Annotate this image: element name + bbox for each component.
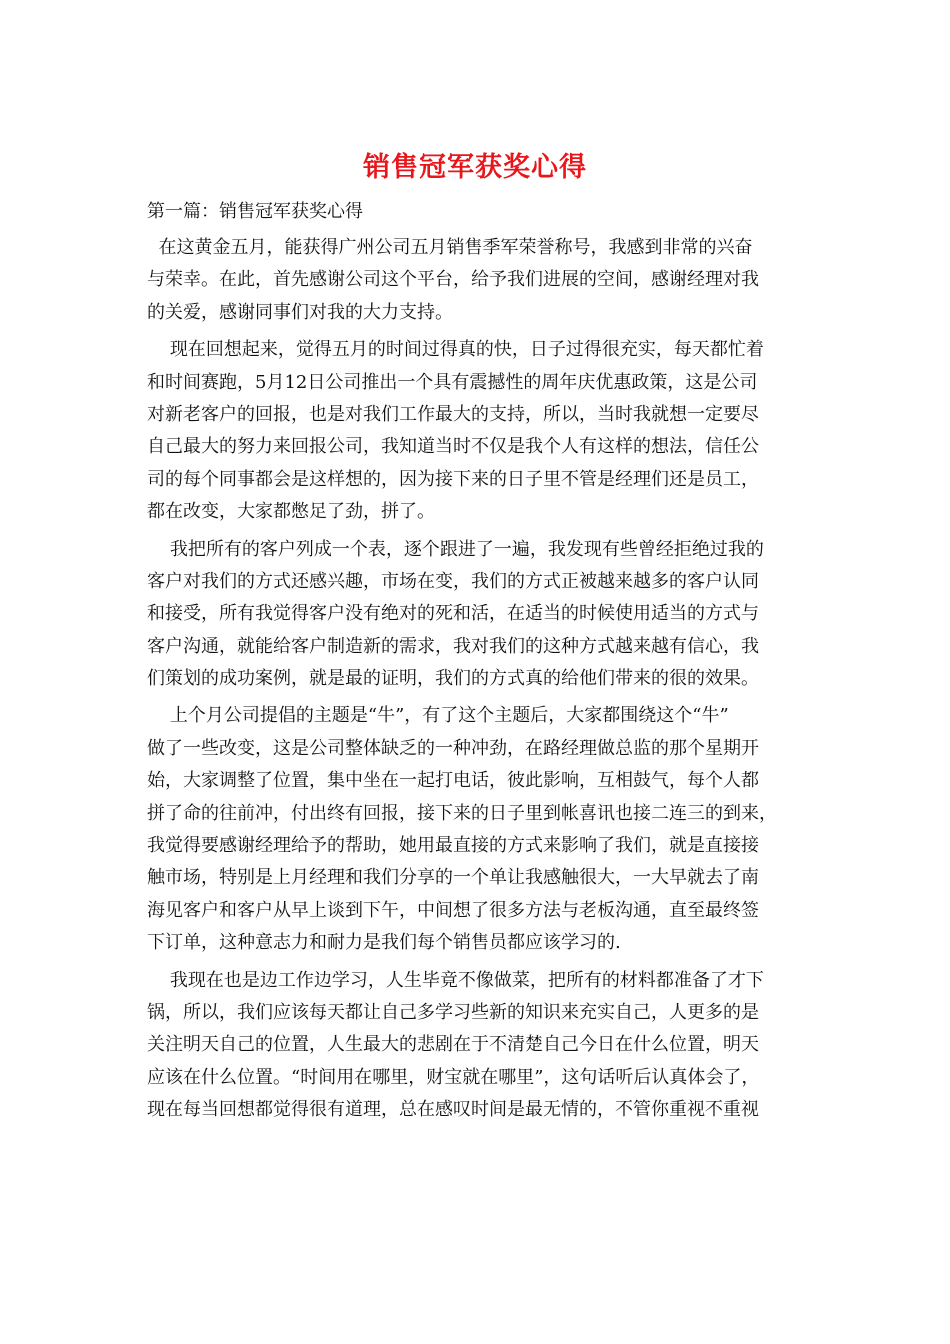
paragraph-line: 的关爱，感谢同事们对我的大力支持。 bbox=[147, 301, 453, 323]
document-title: 销售冠军获奖心得 bbox=[363, 152, 587, 183]
paragraph-line: 们策划的成功案例，就是最的证明，我们的方式真的给他们带来的很的效果。 bbox=[147, 668, 759, 690]
paragraph-line: 海见客户和客户从早上谈到下午，中间想了很多方法与老板沟通，直至最终签 bbox=[147, 899, 759, 921]
paragraph-line: 客户沟通，就能给客户制造新的需求，我对我们的这种方式越来越有信心，我 bbox=[147, 635, 759, 657]
paragraph-line: 我现在也是边工作边学习，人生毕竟不像做菜，把所有的材料都准备了才下 bbox=[147, 969, 764, 991]
paragraph-line: 司的每个同事都会是这样想的，因为接下来的日子里不管是经理们还是员工， bbox=[147, 468, 759, 490]
paragraph-line: 我觉得要感谢经理给予的帮助，她用最直接的方式来影响了我们，就是直接接 bbox=[147, 835, 759, 857]
paragraph-line: 做了一些改变，这是公司整体缺乏的一种冲劲，在路经理做总监的那个星期开 bbox=[147, 737, 759, 759]
paragraph-line: 自己最大的努力来回报公司，我知道当时不仅是我个人有这样的想法，信任公 bbox=[147, 436, 759, 458]
paragraph bbox=[147, 534, 807, 696]
paragraph-line: 始，大家调整了位置，集中坐在一起打电话，彼此影响，互相鼓气，每个人都 bbox=[147, 770, 759, 792]
paragraph bbox=[147, 965, 807, 1127]
paragraph-line: 与荣幸。在此，首先感谢公司这个平台，给予我们进展的空间，感谢经理对我 bbox=[147, 269, 759, 291]
paragraph-line: 在这黄金五月，能获得广州公司五月销售季军荣誉称号，我感到非常的兴奋 bbox=[147, 237, 753, 258]
paragraph bbox=[147, 334, 807, 528]
section-heading: 第一篇：销售冠军获奖心得 bbox=[147, 201, 363, 222]
paragraph-line: 客户对我们的方式还感兴趣，市场在变，我们的方式正被越来越多的客户认同 bbox=[147, 570, 759, 592]
paragraph-line: 关注明天自己的位置，人生最大的悲剧在于不清楚自己今日在什么位置，明天 bbox=[147, 1034, 759, 1056]
paragraph bbox=[147, 700, 807, 959]
paragraph-line: 我把所有的客户列成一个表，逐个跟进了一遍，我发现有些曾经拒绝过我的 bbox=[147, 538, 764, 560]
paragraph-line: 和时间赛跑，5月12日公司推出一个具有震撼性的周年庆优惠政策，这是公司 bbox=[147, 371, 758, 393]
paragraph-line: 应该在什么位置。“时间用在哪里，财宝就在哪里”，这句话听后认真体会了， bbox=[147, 1066, 760, 1088]
paragraph bbox=[147, 232, 807, 329]
paragraph-line: 下订单，这种意志力和耐力是我们每个销售员都应该学习的. bbox=[147, 932, 621, 954]
document-body bbox=[147, 232, 807, 1132]
paragraph-line: 对新老客户的回报，也是对我们工作最大的支持，所以，当时我就想一定要尽 bbox=[147, 403, 759, 425]
paragraph-line: 锅，所以，我们应该每天都让自己多学习些新的知识来充实自己，人更多的是 bbox=[147, 1001, 759, 1023]
paragraph-line: 拼了命的往前冲，付出终有回报，接下来的日子里到帐喜讯也接二连三的到来， bbox=[147, 802, 777, 824]
paragraph-line: 上个月公司提倡的主题是“牛”，有了这个主题后，大家都围绕这个“牛” bbox=[147, 705, 729, 727]
paragraph-line: 触市场，特别是上月经理和我们分享的一个单让我感触很大，一大早就去了南 bbox=[147, 867, 759, 889]
paragraph-line: 现在回想起来，觉得五月的时间过得真的快，日子过得很充实，每天都忙着 bbox=[147, 339, 764, 361]
paragraph-line: 都在改变，大家都憋足了劲，拼了。 bbox=[147, 501, 435, 523]
paragraph-line: 和接受，所有我觉得客户没有绝对的死和活，在适当的时候使用适当的方式与 bbox=[147, 603, 759, 625]
paragraph-line: 现在每当回想都觉得很有道理，总在感叹时间是最无情的，不管你重视不重视 bbox=[147, 1099, 759, 1121]
